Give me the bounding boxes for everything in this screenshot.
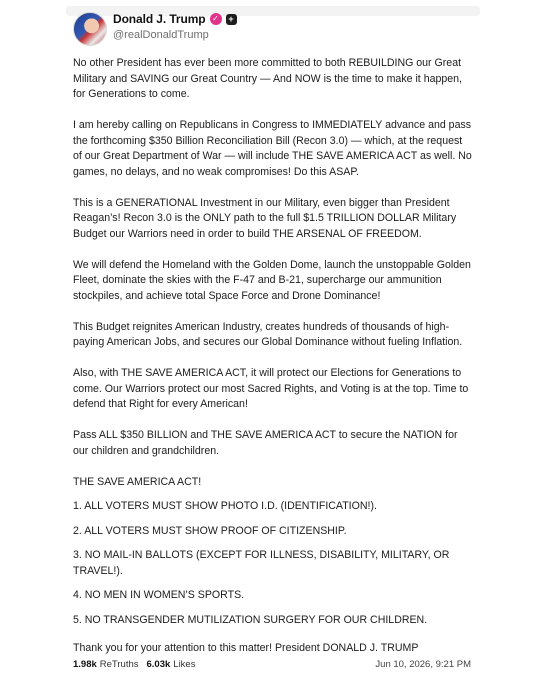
post-signoff: Thank you for your attention to this matter! President DONALD J. TRUMP [73, 642, 419, 654]
likes-stat[interactable] [147, 659, 196, 670]
author-display-name[interactable]: Donald J. Trump [113, 12, 206, 26]
author-handle[interactable]: @realDonaldTrump [113, 29, 209, 41]
likes-count: 6.03k [146, 659, 171, 670]
list-item: 5. NO TRANSGENDER MUTILIZATION SURGERY FOR OUR CHILDREN. [73, 613, 428, 626]
post-paragraph: No other President has ever been more committed to both REBUILDING our Great Military and SAVING our Great Country — And NOW is the time to make it happen, for Generations to come. [73, 57, 462, 100]
post-timestamp[interactable]: Jun 10, 2026, 9:21 PM [375, 659, 471, 670]
likes-label: Likes [173, 659, 196, 670]
post-body [73, 56, 473, 657]
post-paragraph: Pass ALL $350 BILLION and THE SAVE AMERICA ACT to secure the NATION for our children and grandchildren. [73, 429, 458, 457]
list-item: 3. NO MAIL-IN BALLOTS (EXCEPT FOR ILLNESS, DISABILITY, MILITARY, OR TRAVEL!). [73, 549, 450, 577]
list-item: 1. ALL VOTERS MUST SHOW PHOTO I.D. (IDENTIFICATION!). [73, 500, 377, 512]
list-item: 2. ALL VOTERS MUST SHOW PROOF OF CITIZENSHIP. [73, 524, 347, 537]
plus-square-icon: + [226, 14, 237, 25]
list-item: 4. NO MEN IN WOMEN’S SPORTS. [73, 589, 245, 601]
post-heading: THE SAVE AMERICA ACT! [73, 475, 202, 488]
verified-badge-icon: ✓ [210, 13, 222, 25]
retruths-label: ReTruths [99, 659, 139, 670]
author-header [113, 12, 237, 26]
post-footer [73, 659, 471, 670]
post-paragraph: This is a GENERATIONAL Investment in our Military, even bigger than President Reagan’s! Recon 3.0 is the ONLY path to the full $1.5 TRILLION DOLLAR Military Budget our Warriors need in order to build THE ARSENAL OF FREEDOM. [73, 196, 457, 240]
post-paragraph: Also, with THE SAVE AMERICA ACT, it will protect our Elections for Generations to come. Our Warriors protect our most Sacred Rights, and Voting is at the top. Time to defend that Right for every American! [73, 367, 469, 410]
post-paragraph: We will defend the Homeland with the Golden Dome, launch the unstoppable Golden Fleet, dominate the skies with the F-47 and B-21, supercharge our ammunition stockpiles, and achieve total Space Force and Drone Dominance! [73, 258, 471, 302]
retruths-stat[interactable] [73, 659, 139, 670]
post-paragraph: This Budget reignites American Industry, creates hundreds of thousands of high-paying American Jobs, and secures our Global Dominance without fueling Inflation. [73, 320, 463, 348]
post-paragraph: I am hereby calling on Republicans in Congress to IMMEDIATELY advance and pass the forthcoming $350 Billion Reconciliation Bill (Recon 3.0) — which, at the request of our Great Department of War — will include THE SAVE AMERICA ACT as well. No games, no delays, and no weak compromises! Do this ASAP. [73, 119, 472, 178]
retruths-count: 1.98k [73, 659, 97, 670]
avatar[interactable] [73, 12, 107, 46]
